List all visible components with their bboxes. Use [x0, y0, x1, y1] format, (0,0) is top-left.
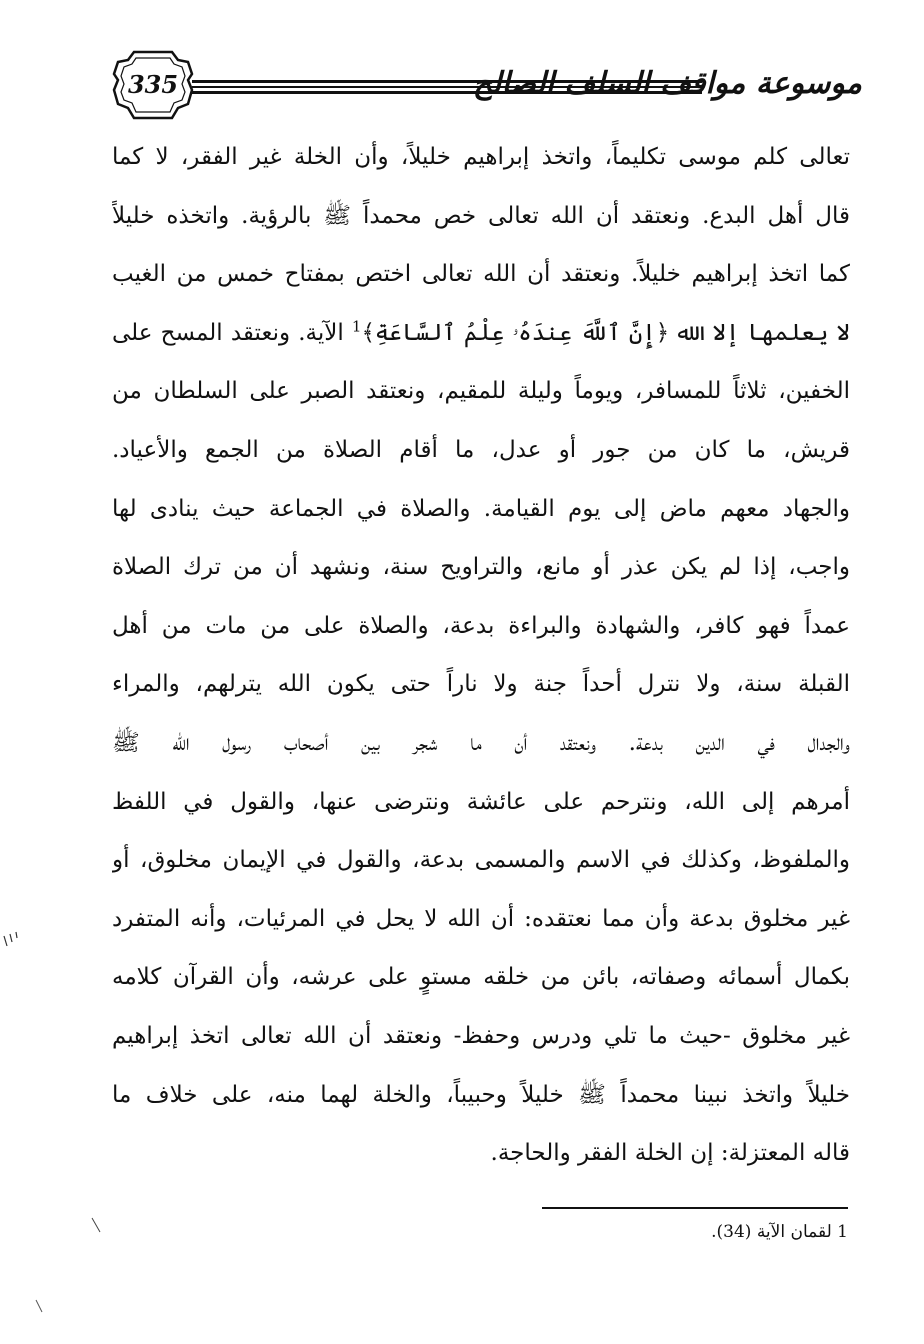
text-line: بكمال أسمائه وصفاته، بائن من خلقه مستوٍ على عرشه، وأن القرآن كلامه: [112, 964, 850, 991]
text-line: تعالى كلم موسى تكليماً، واتخذ إبراهيم خليلاً، وأن الخلة غير الفقر، لا كما: [112, 144, 850, 170]
text-line: والملفوظ، وكذلك في الاسم والمسمى بدعة، والقول في الإيمان مخلوق، أو: [112, 847, 850, 874]
footnote-marker: 1: [351, 317, 362, 336]
text-line: والجدال في الدين بدعة. ونعتقد أن ما شجر بين أصحاب رسول الله ﷺ: [112, 729, 850, 756]
running-title: موسوعة مواقف السلف الصالح: [472, 66, 862, 101]
text-line-last: قاله المعتزلة: إن الخلة الفقر والحاجة.: [490, 1140, 850, 1167]
text-line: قريش، ما كان من جور أو عدل، ما أقام الصلاة من الجمع والأعياد.: [112, 436, 850, 463]
text-line: غير مخلوق بدعة وأن مما نعتقده: أن الله لا يحل في المرئيات، وأنه المتفرد: [112, 905, 850, 932]
text-line: خليلاً واتخذ نبينا محمداً ﷺ خليلاً وحبيباً، والخلة لهما منه، على خلاف ما: [112, 1081, 850, 1108]
text-line: غير مخلوق -حيث ما تلي ودرس وحفظ- ونعتقد أن الله تعالى اتخذ إبراهيم: [112, 1022, 850, 1049]
text-line-with-verse: [112, 304, 850, 363]
text-line: القبلة سنة، ولا نترل أحداً جنة ولا ناراً حتى يكون الله يترلهم، والمراء: [112, 671, 850, 698]
text-line: عمداً فهو كافر، والشهادة والبراءة بدعة، والصلاة على من مات من أهل: [112, 612, 850, 639]
text-line: والجهاد معهم ماض إلى يوم القيامة. والصلاة في الجماعة حيث ينادى لها: [112, 495, 850, 522]
text-line: قال أهل البدع. ونعتقد أن الله تعالى خص محمداً ﷺ بالرؤية. واتخذه خليلاً: [112, 202, 850, 229]
text-line: الخفين، ثلاثاً للمسافر، ويوماً وليلة للمقيم، ونعتقد الصبر على السلطان من: [112, 378, 850, 405]
text-line: أمرهم إلى الله، ونترحم على عائشة ونترضى عنها، والقول في اللفظ: [112, 788, 850, 815]
text-line: كما اتخذ إبراهيم خليلاً. ونعتقد أن الله تعالى اختص بمفتاح خمس من الغيب: [112, 261, 850, 288]
page-number-badge: [112, 50, 194, 122]
text-line: واجب، إذا لم يكن عذر أو مانع، والتراويح سنة، ونشهد أن من ترك الصلاة: [112, 554, 850, 581]
text-segment: الآية. ونعتقد المسح على: [112, 319, 344, 346]
quran-verse: لا يعلمها إلا الله ﴿إِنَّ ٱللَّهَ عِندَهُۥ عِلْمُ ٱلسَّاعَةِ﴾: [361, 319, 850, 346]
main-text: [112, 128, 850, 1183]
footnote-divider: [542, 1207, 848, 1209]
page-header: [112, 50, 862, 122]
page-number: 335: [127, 70, 179, 99]
footnote: 1 لقمان الآية (34).: [711, 1222, 848, 1242]
